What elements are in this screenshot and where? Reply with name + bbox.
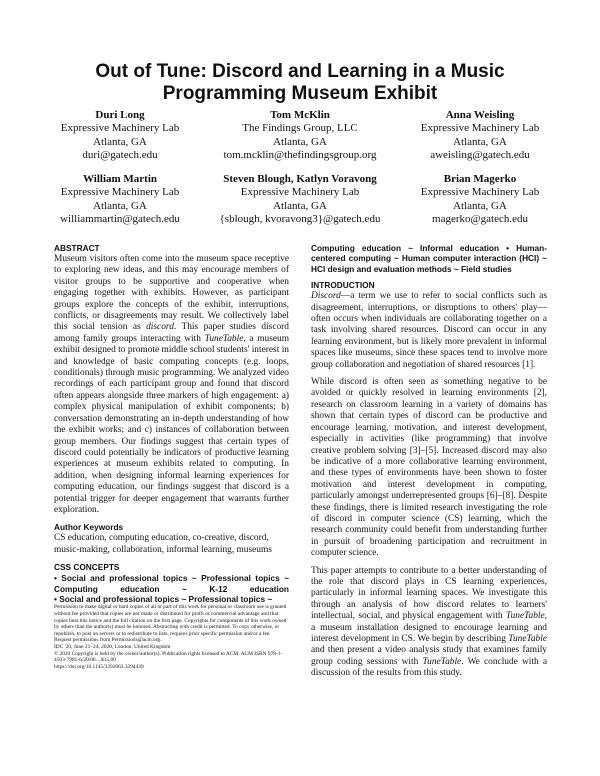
author-affiliation: Expressive Machinery Lab (60, 122, 180, 135)
author-name: Brian Magerko (443, 173, 517, 185)
author-name: Steven Blough, Katlyn Voravong (223, 173, 377, 185)
author-email: williammartin@gatech.edu (60, 212, 180, 225)
ccs-heading: CSS CONCEPTS (54, 562, 120, 573)
keywords-text: CS education, computing education, co-creative, discord, music-making, collaboration, informal learning, museums (54, 533, 272, 555)
ccs-concept-1: • Social and professional topics ~ Professional topics ~ Computing education ~ K-12 education (54, 573, 289, 594)
ccs-concept-2: • Social and professional topics ~ Professional topics ~ (54, 593, 273, 604)
title-line-1: Out of Tune: Discord and Learning in a Music (95, 61, 505, 82)
abstract-text: Museum visitors often come into the museum space receptive to exploring new ideas, and this may encourage members of visitor groups to be supportive and cooperative when engaging together with exhibits. However, as participant groups explore the concepts of the exhibit, interruptions, conflicts, or disagreements may result. We collectively label this social tension as discord. This paper studies discord among family groups interacting with TuneTable, a museum exhibit designed to promote middle school students' interest in and knowledge of basic computing concepts (e.g. loops, conditionals) through music programming. We analyzed video recordings of each participant group and found that discord often appears alongside three markers of high engagement: a) complex physical manipulation of exhibit components; b) conversation demonstrating an in-depth understanding of how the exhibit works; and c) instances of collaboration between group members. Our findings suggest that certain types of discord could potentially be indicators of productive learning experiences at museum exhibits related to computing. In addition, when designing informal learning experiences for computing education, our findings suggest that discord is a potential trigger for deeper engagement that warrants further exploration. (54, 254, 289, 515)
title-line-2: Programming Museum Exhibit (162, 83, 438, 104)
author-email: duri@gatech.edu (82, 148, 158, 161)
intro-paragraph-1: Discord—a term we use to refer to social conflicts such as disagreement, interruptions, or disruptions to others' play—often occurs when individuals are collaborating together on a task involving shared resources. Discord can occur in any learning environment, but is likely more prevalent in informal spaces like museums, since these spaces tend to involve more group collaboration and negotiation of shared resources [1]. (311, 291, 547, 370)
author-name: Duri Long (95, 109, 145, 121)
ccs-concept-continued: Computing education ~ Informal education • Human-centered computing ~ Human computer interaction (HCI) ~ HCI design and evaluation methods ~ Field studies (311, 243, 547, 274)
intro-paragraph-3: This paper attempts to contribute to a better understanding of the role that discord plays in CS learning experiences, particularly in informal learning spaces. We investigate this through an analysis of how discord relates to learners' intellectual, social, and physical engagement with TuneTable, a museum installation designed to encourage learning and interest development in CS. We begin by describing TuneTable and then present a video analysis study that examines family group coding sessions with TuneTable. We conclude with a discussion of the results from this study. (311, 565, 547, 679)
author-location: Atlanta, GA (273, 135, 327, 148)
author-affiliation: Expressive Machinery Lab (60, 186, 180, 199)
conference-info: IDC '20, June 21–24, 2020, London, United Kingdom (54, 643, 171, 650)
keywords-heading: Author Keywords (54, 522, 124, 533)
author-location: Atlanta, GA (453, 199, 507, 212)
author-email: {sblough, kvoravong3}@gatech.edu (219, 212, 381, 225)
author-affiliation: Expressive Machinery Lab (420, 122, 540, 135)
author-card (20, 109, 220, 162)
author-card (380, 109, 580, 162)
author-email: magerko@gatech.edu (432, 212, 528, 225)
author-affiliation: Expressive Machinery Lab (240, 186, 360, 199)
author-name: Tom McKlin (270, 109, 330, 121)
author-location: Atlanta, GA (273, 199, 327, 212)
author-email: tom.mcklin@thefindingsgroup.org (223, 148, 377, 161)
abstract-heading: ABSTRACT (54, 243, 100, 253)
author-card (200, 173, 400, 226)
paper-title (40, 61, 560, 105)
author-affiliation: The Findings Group, LLC (242, 122, 358, 135)
introduction-heading: INTRODUCTION (311, 280, 375, 291)
left-column (54, 243, 289, 670)
doi-link[interactable]: https://doi.org/10.1145/3392063.3394439 (54, 663, 144, 670)
author-card (20, 173, 220, 226)
intro-paragraph-2: While discord is often seen as something negative to be avoided or quickly resolved in learning environments [2], research on classroom learning in a variety of domains has shown that certain types of discord can be productive and encourage learning, motivation, and interest development, especially in activities (like programming) that involve creative problem solving [3]–[5]. Increased discord may also be indicative of a more collaborative learning environment, and these types of environments have been shown to foster motivation and interest development in computing, particularly amongst underrepresented groups [6]–[8]. Despite these findings, there is limited research investigating the role of discord in computer science (CS) learning, which the research community could benefit from understanding further in pursuit of broadening participation and recruitment in computer science. (311, 377, 547, 559)
author-name: William Martin (82, 173, 158, 185)
copyright-notice: Permission to make digital or hard copies of all or part of this work for personal or classroom use is granted without fee provided that copies are not made or distributed for profit or commercial advantage and that copies bear this notice and the full citation on the first page. Copyrights for components of this work owned by others than the author(s) must be honored. Abstracting with credit is permitted. To copy otherwise, or republish, to post on servers or to redistribute to lists, requires prior specific permission and/or a fee. Request permissions from Permissions@acm.org. (54, 604, 287, 644)
author-card (200, 109, 400, 162)
right-column (311, 243, 547, 680)
author-location: Atlanta, GA (93, 135, 147, 148)
author-location: Atlanta, GA (93, 199, 147, 212)
isbn-info: © 2020 Copyright is held by the owner/author(s). Publication rights licensed to ACM. ACM ISBN 978-1-4503-7981-6/20/06…$15.00 (54, 650, 283, 664)
author-name: Anna Weisling (445, 109, 515, 121)
author-card (380, 173, 580, 226)
author-location: Atlanta, GA (453, 135, 507, 148)
author-affiliation: Expressive Machinery Lab (420, 186, 540, 199)
author-email: aweisling@gatech.edu (430, 148, 530, 161)
